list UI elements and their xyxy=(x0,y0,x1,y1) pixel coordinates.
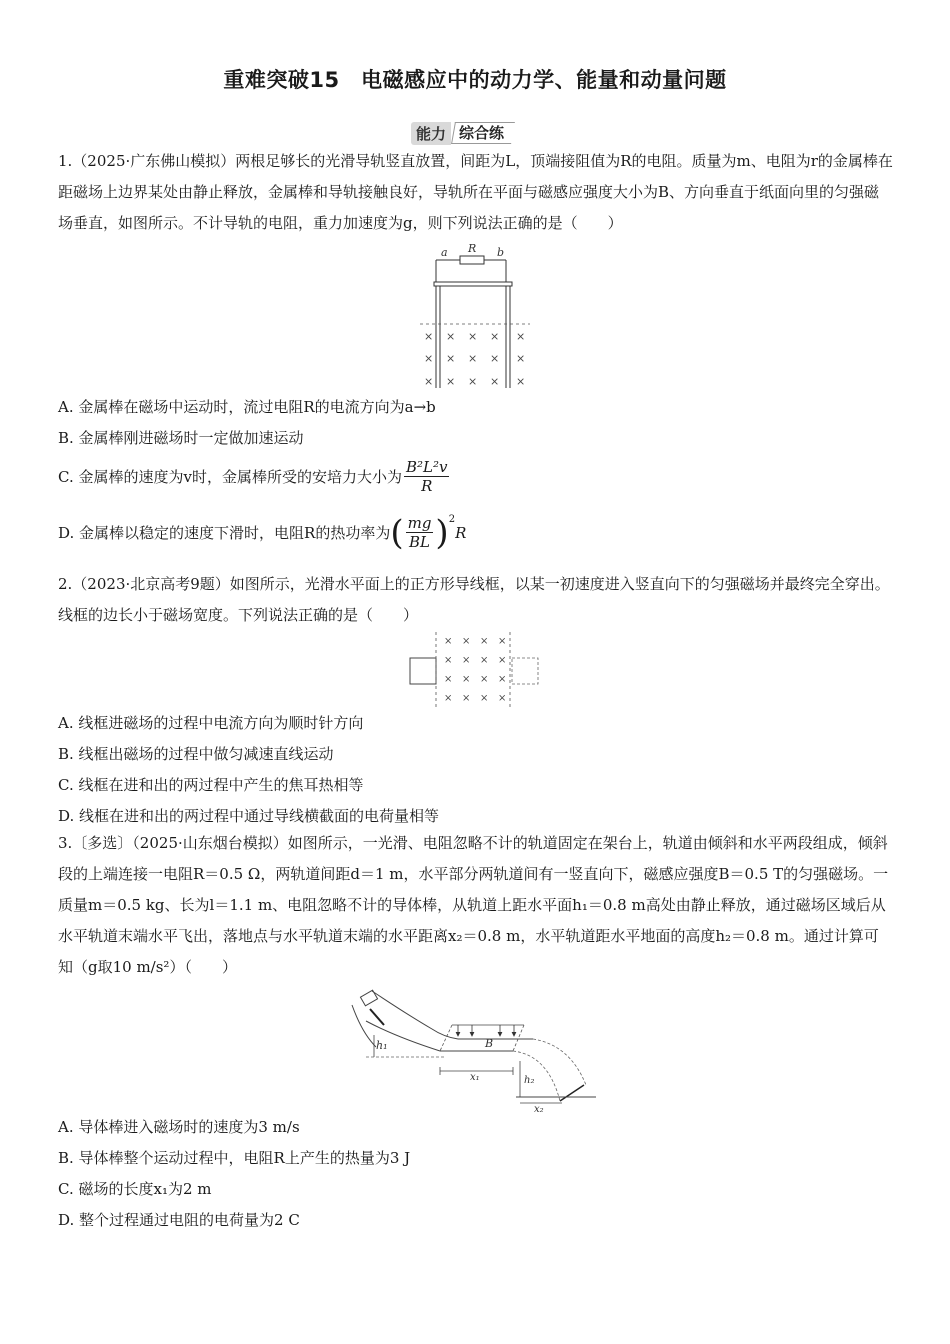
q3-figure xyxy=(348,985,600,1113)
q1-label-a: a xyxy=(441,246,448,259)
svg-text:×: × xyxy=(462,693,471,704)
q3-label-B: B xyxy=(485,1037,494,1050)
svg-text:×: × xyxy=(480,636,489,647)
svg-text:×: × xyxy=(424,375,434,388)
svg-text:×: × xyxy=(480,655,489,666)
q1-label-b: b xyxy=(497,246,505,259)
svg-text:×: × xyxy=(444,674,453,685)
q3-option-c: C. 磁场的长度x₁为2 m xyxy=(58,1180,212,1198)
svg-text:×: × xyxy=(480,693,489,704)
q3-label-x1: x₁ xyxy=(470,1072,480,1083)
svg-text:×: × xyxy=(424,352,434,365)
q1-c-fraction: $\frac{\text{B²L²v}}{R}$ xyxy=(405,458,448,495)
svg-text:×: × xyxy=(498,636,507,647)
svg-text:×: × xyxy=(480,674,489,685)
q1-option-b: B. 金属棒刚进磁场时一定做加速运动 xyxy=(58,429,304,447)
svg-text:×: × xyxy=(468,375,478,388)
q3-option-a: A. 导体棒进入磁场时的速度为3 m/s xyxy=(58,1118,300,1136)
svg-text:×: × xyxy=(462,636,471,647)
wire-frame xyxy=(410,658,436,684)
svg-text:×: × xyxy=(516,375,526,388)
q2-field-crosses xyxy=(444,636,506,704)
svg-text:×: × xyxy=(490,352,500,365)
svg-text:×: × xyxy=(444,655,453,666)
q2-option-b: B. 线框出磁场的过程中做匀减速直线运动 xyxy=(58,745,334,763)
wire-frame-exit xyxy=(512,658,538,684)
svg-text:×: × xyxy=(498,693,507,704)
q1-d-fraction: $\frac{mg}{BL}$ xyxy=(407,514,432,551)
svg-text:×: × xyxy=(444,693,453,704)
svg-text:×: × xyxy=(490,330,500,343)
q1-label-R: R xyxy=(468,242,477,255)
page-title: 重难突破15 电磁感应中的动力学、能量和动量问题 xyxy=(223,68,727,92)
q3-option-d: D. 整个过程通过电阻的电荷量为2 C xyxy=(58,1211,300,1229)
svg-text:×: × xyxy=(446,352,456,365)
q2-option-c: C. 线框在进和出的两过程中产生的焦耳热相等 xyxy=(58,776,364,794)
q1-option-d: D. 金属棒以稳定的速度下滑时，电阻R的热功率为 ( $\frac{mg}{BL}$ ) $^2$ R xyxy=(58,512,467,553)
svg-text:×: × xyxy=(468,330,478,343)
svg-text:×: × xyxy=(498,674,507,685)
svg-text:×: × xyxy=(446,375,456,388)
q2-stem: 2.（2023·北京高考9题）如图所示，光滑水平面上的正方形导线框，以某一初速度进入竖直向下的匀强磁场并最终完全穿出。线框的边长小于磁场宽度。下列说法正确的是（ ） xyxy=(58,575,890,624)
metal-rod xyxy=(434,282,512,286)
q2-option-d: D. 线框在进和出的两过程中通过导线横截面的电荷量相等 xyxy=(58,807,440,825)
q1-stem: 1.（2025·广东佛山模拟）两根足够长的光滑导轨竖直放置，间距为L，顶端接阻值为R的电阻。质量为m、电阻为r的金属棒在距磁场上边界某处由静止释放，金属棒和导轨接触良好，导轨所在平面与磁感应强度大小为B、方向垂直于纸面向里的匀强磁场垂直，如图所示。不计导轨的电阻，重力加速度为g，则下列说法正确的是（ ） xyxy=(58,152,893,232)
svg-text:×: × xyxy=(446,330,456,343)
svg-text:×: × xyxy=(424,330,434,343)
resistor xyxy=(460,256,484,264)
q3-stem: 3.〔多选〕（2025·山东烟台模拟）如图所示，一光滑、电阻忽略不计的轨道固定在架台上，轨道由倾斜和水平两段组成，倾斜段的上端连接一电阻R＝0.5 Ω，两轨道间距d＝1 m，水平部分两轨道间有一竖直向下，磁感应强度B＝0.5 T的匀强磁场。一质量m＝0.5 kg、长为l＝1.1 m、电阻忽略不计的导体棒，从轨道上距水平面h₁＝0.8 m高处由静止释放，通过磁场区域后从水平轨道末端水平飞出，落地点与水平轨道末端的水平距离x₂＝0.8 m，水平轨道距水平地面的高度h₂＝0.8 m。通过计算可知（g取10 m/s²）（ ） xyxy=(58,834,889,976)
badge-left: 能力 xyxy=(411,122,451,145)
badge-right: 综合练 xyxy=(459,124,505,142)
q3-field-arrows xyxy=(456,1025,516,1036)
svg-text:×: × xyxy=(468,352,478,365)
svg-text:×: × xyxy=(490,375,500,388)
q3-label-h1: h₁ xyxy=(376,1039,388,1052)
q1-option-a: A. 金属棒在磁场中运动时，流过电阻R的电流方向为a→b xyxy=(58,398,436,416)
svg-text:×: × xyxy=(444,636,453,647)
q1-figure xyxy=(418,240,538,392)
svg-text:×: × xyxy=(516,330,526,343)
q3-label-h2: h₂ xyxy=(524,1075,535,1086)
svg-text:×: × xyxy=(498,655,507,666)
svg-text:×: × xyxy=(516,352,526,365)
q2-figure xyxy=(404,630,544,712)
q3-label-x2: x₂ xyxy=(534,1104,544,1113)
q2-option-a: A. 线框进磁场的过程中电流方向为顺时针方向 xyxy=(58,714,364,732)
svg-text:×: × xyxy=(462,655,471,666)
section-badge xyxy=(411,121,513,145)
q3-option-b: B. 导体棒整个运动过程中，电阻R上产生的热量为3 J xyxy=(58,1149,411,1167)
svg-text:×: × xyxy=(462,674,471,685)
q1-option-c: C. 金属棒的速度为v时，金属棒所受的安培力大小为 $\frac{\text{B²L²v}}{R}$ xyxy=(58,458,448,495)
